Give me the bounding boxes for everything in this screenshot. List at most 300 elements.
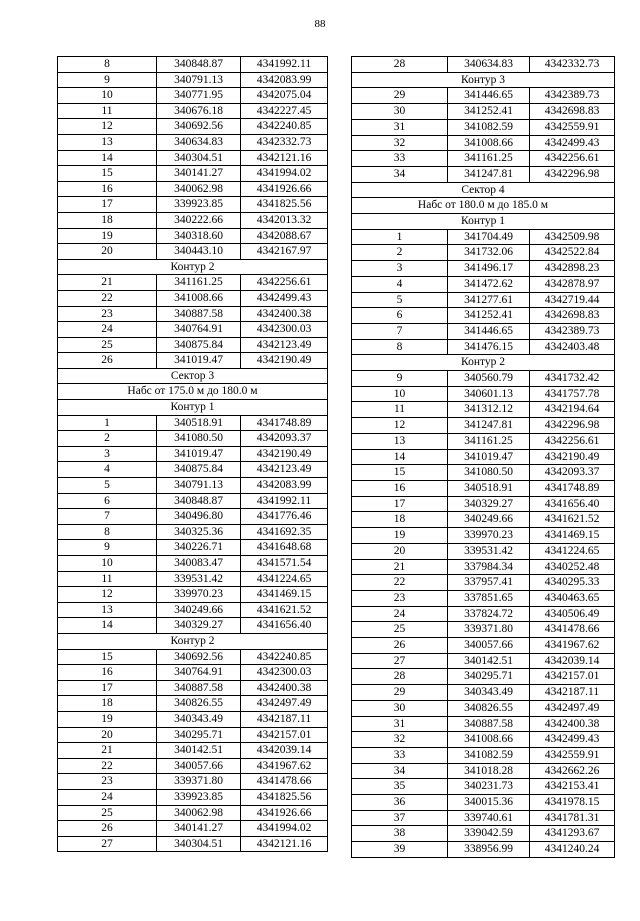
x-coordinate-cell: 337957.41: [448, 575, 530, 591]
y-coordinate-cell: 4342190.49: [241, 446, 328, 462]
table-row: [352, 339, 615, 355]
y-coordinate-cell: 4342227.45: [241, 103, 328, 119]
y-coordinate-cell: 4342153.41: [530, 779, 615, 795]
table-row: [58, 275, 328, 291]
table-row: [352, 261, 615, 277]
x-coordinate-cell: 340329.27: [448, 496, 530, 512]
table-row: [58, 119, 328, 135]
section-header: Контур 2: [58, 259, 328, 275]
x-coordinate-cell: 339970.23: [157, 587, 241, 603]
table-row: [352, 826, 615, 842]
x-coordinate-cell: 340231.73: [448, 779, 530, 795]
x-coordinate-cell: 340634.83: [157, 134, 241, 150]
point-number-cell: 29: [352, 88, 448, 104]
section-header-row: [352, 72, 615, 88]
table-row: [58, 789, 328, 805]
section-header-row: [58, 400, 328, 416]
table-row: [352, 418, 615, 434]
y-coordinate-cell: 4342194.64: [530, 402, 615, 418]
point-number-cell: 24: [352, 606, 448, 622]
point-number-cell: 6: [352, 308, 448, 324]
x-coordinate-cell: 340295.71: [157, 727, 241, 743]
y-coordinate-cell: 4341571.54: [241, 556, 328, 572]
x-coordinate-cell: 340634.83: [448, 57, 530, 73]
y-coordinate-cell: 4341992.11: [241, 493, 328, 509]
point-number-cell: 11: [58, 571, 157, 587]
x-coordinate-cell: 340826.55: [448, 700, 530, 716]
x-coordinate-cell: 341252.41: [448, 104, 530, 120]
x-coordinate-cell: 341080.50: [157, 431, 241, 447]
table-row: [352, 700, 615, 716]
table-row: [352, 229, 615, 245]
point-number-cell: 1: [58, 415, 157, 431]
x-coordinate-cell: 340343.49: [448, 685, 530, 701]
point-number-cell: 16: [352, 480, 448, 496]
point-number-cell: 23: [58, 774, 157, 790]
y-coordinate-cell: 4342093.37: [241, 431, 328, 447]
table-row: [352, 747, 615, 763]
table-row: [58, 88, 328, 104]
point-number-cell: 20: [58, 727, 157, 743]
point-number-cell: 24: [58, 789, 157, 805]
x-coordinate-cell: 341277.61: [448, 292, 530, 308]
y-coordinate-cell: 4341469.15: [530, 528, 615, 544]
y-coordinate-cell: 4342123.49: [241, 462, 328, 478]
x-coordinate-cell: 341082.59: [448, 119, 530, 135]
point-number-cell: 19: [58, 711, 157, 727]
coordinates-table-left: [57, 56, 328, 852]
table-row: [58, 821, 328, 837]
table-row: [352, 449, 615, 465]
table-row: [58, 587, 328, 603]
point-number-cell: 5: [352, 292, 448, 308]
x-coordinate-cell: 341008.66: [448, 732, 530, 748]
x-coordinate-cell: 337984.34: [448, 559, 530, 575]
table-row: [352, 543, 615, 559]
y-coordinate-cell: 4342559.91: [530, 747, 615, 763]
point-number-cell: 8: [352, 339, 448, 355]
y-coordinate-cell: 4342400.38: [241, 680, 328, 696]
point-number-cell: 12: [352, 418, 448, 434]
y-coordinate-cell: 4341748.89: [530, 480, 615, 496]
x-coordinate-cell: 340791.13: [157, 478, 241, 494]
x-coordinate-cell: 341446.65: [448, 323, 530, 339]
x-coordinate-cell: 339371.80: [448, 622, 530, 638]
point-number-cell: 32: [352, 135, 448, 151]
point-number-cell: 21: [352, 559, 448, 575]
point-number-cell: 26: [58, 353, 157, 369]
point-number-cell: 13: [58, 134, 157, 150]
y-coordinate-cell: 4341648.68: [241, 540, 328, 556]
y-coordinate-cell: 4342499.43: [241, 290, 328, 306]
section-header-row: [58, 368, 328, 384]
y-coordinate-cell: 4340463.65: [530, 590, 615, 606]
point-number-cell: 9: [58, 540, 157, 556]
x-coordinate-cell: 340518.91: [448, 480, 530, 496]
x-coordinate-cell: 340676.18: [157, 103, 241, 119]
y-coordinate-cell: 4341757.78: [530, 386, 615, 402]
table-row: [352, 669, 615, 685]
y-coordinate-cell: 4342509.98: [530, 229, 615, 245]
section-header: Контур 1: [58, 400, 328, 416]
point-number-cell: 17: [58, 197, 157, 213]
point-number-cell: 3: [352, 261, 448, 277]
y-coordinate-cell: 4342497.49: [530, 700, 615, 716]
x-coordinate-cell: 340692.56: [157, 649, 241, 665]
point-number-cell: 14: [352, 449, 448, 465]
x-coordinate-cell: 340875.84: [157, 337, 241, 353]
point-number-cell: 7: [58, 509, 157, 525]
table-row: [58, 727, 328, 743]
point-number-cell: 32: [352, 732, 448, 748]
x-coordinate-cell: 340848.87: [157, 493, 241, 509]
y-coordinate-cell: 4342332.73: [241, 134, 328, 150]
y-coordinate-cell: 4342719.44: [530, 292, 615, 308]
x-coordinate-cell: 340226.71: [157, 540, 241, 556]
table-row: [58, 836, 328, 852]
x-coordinate-cell: 341080.50: [448, 465, 530, 481]
point-number-cell: 21: [58, 275, 157, 291]
table-row: [58, 774, 328, 790]
x-coordinate-cell: 339923.85: [157, 197, 241, 213]
point-number-cell: 12: [58, 587, 157, 603]
y-coordinate-cell: 4342296.98: [530, 418, 615, 434]
x-coordinate-cell: 341476.15: [448, 339, 530, 355]
x-coordinate-cell: 341252.41: [448, 308, 530, 324]
x-coordinate-cell: 340222.66: [157, 212, 241, 228]
point-number-cell: 22: [58, 758, 157, 774]
table-row: [352, 496, 615, 512]
table-row: [352, 88, 615, 104]
table-row: [352, 590, 615, 606]
y-coordinate-cell: 4342400.38: [241, 306, 328, 322]
table-row: [352, 842, 615, 858]
section-header: Набс от 180.0 м до 185.0 м: [352, 198, 615, 214]
x-coordinate-cell: 341446.65: [448, 88, 530, 104]
point-number-cell: 6: [58, 493, 157, 509]
table-row: [352, 57, 615, 73]
y-coordinate-cell: 4342240.85: [241, 649, 328, 665]
table-row: [58, 571, 328, 587]
y-coordinate-cell: 4342400.38: [530, 716, 615, 732]
table-row: [352, 292, 615, 308]
section-header-row: [352, 182, 615, 198]
x-coordinate-cell: 341018.28: [448, 763, 530, 779]
table-row: [58, 322, 328, 338]
x-coordinate-cell: 340083.47: [157, 556, 241, 572]
y-coordinate-cell: 4341967.62: [530, 638, 615, 654]
y-coordinate-cell: 4341293.67: [530, 826, 615, 842]
table-row: [352, 795, 615, 811]
y-coordinate-cell: 4342499.43: [530, 135, 615, 151]
point-number-cell: 39: [352, 842, 448, 858]
y-coordinate-cell: 4341781.31: [530, 810, 615, 826]
point-number-cell: 25: [352, 622, 448, 638]
x-coordinate-cell: 340141.27: [157, 166, 241, 182]
table-row: [352, 119, 615, 135]
y-coordinate-cell: 4342256.61: [241, 275, 328, 291]
y-coordinate-cell: 4341240.24: [530, 842, 615, 858]
y-coordinate-cell: 4342559.91: [530, 119, 615, 135]
point-number-cell: 4: [352, 276, 448, 292]
x-coordinate-cell: 340295.71: [448, 669, 530, 685]
table-row: [58, 602, 328, 618]
x-coordinate-cell: 340791.13: [157, 72, 241, 88]
table-row: [58, 72, 328, 88]
x-coordinate-cell: 341704.49: [448, 229, 530, 245]
y-coordinate-cell: 4341994.02: [241, 821, 328, 837]
table-row: [58, 478, 328, 494]
section-header: Контур 2: [352, 355, 615, 371]
table-row: [58, 711, 328, 727]
x-coordinate-cell: 341019.47: [157, 353, 241, 369]
table-row: [58, 244, 328, 260]
y-coordinate-cell: 4342497.49: [241, 696, 328, 712]
x-coordinate-cell: 340141.27: [157, 821, 241, 837]
section-header: Контур 2: [58, 633, 328, 649]
table-row: [58, 649, 328, 665]
table-row: [352, 151, 615, 167]
point-number-cell: 14: [58, 618, 157, 634]
x-coordinate-cell: 340771.95: [157, 88, 241, 104]
table-row: [58, 212, 328, 228]
x-coordinate-cell: 340560.79: [448, 371, 530, 387]
point-number-cell: 21: [58, 743, 157, 759]
y-coordinate-cell: 4341825.56: [241, 789, 328, 805]
point-number-cell: 2: [352, 245, 448, 261]
point-number-cell: 10: [58, 88, 157, 104]
x-coordinate-cell: 340325.36: [157, 524, 241, 540]
point-number-cell: 15: [352, 465, 448, 481]
table-row: [352, 386, 615, 402]
table-row: [58, 337, 328, 353]
y-coordinate-cell: 4342157.01: [530, 669, 615, 685]
table-row: [58, 306, 328, 322]
y-coordinate-cell: 4341621.52: [241, 602, 328, 618]
table-row: [58, 680, 328, 696]
x-coordinate-cell: 341161.25: [157, 275, 241, 291]
table-row: [352, 308, 615, 324]
point-number-cell: 17: [58, 680, 157, 696]
x-coordinate-cell: 341019.47: [448, 449, 530, 465]
x-coordinate-cell: 339923.85: [157, 789, 241, 805]
table-row: [58, 758, 328, 774]
point-number-cell: 30: [352, 104, 448, 120]
y-coordinate-cell: 4342187.11: [241, 711, 328, 727]
point-number-cell: 16: [58, 665, 157, 681]
point-number-cell: 24: [58, 322, 157, 338]
y-coordinate-cell: 4342039.14: [241, 743, 328, 759]
table-row: [58, 805, 328, 821]
x-coordinate-cell: 341247.81: [448, 418, 530, 434]
point-number-cell: 31: [352, 119, 448, 135]
table-row: [58, 509, 328, 525]
y-coordinate-cell: 4341978.15: [530, 795, 615, 811]
table-row: [352, 166, 615, 182]
x-coordinate-cell: 339371.80: [157, 774, 241, 790]
table-row: [58, 150, 328, 166]
y-coordinate-cell: 4340295.33: [530, 575, 615, 591]
section-header-row: [352, 214, 615, 230]
x-coordinate-cell: 339531.42: [448, 543, 530, 559]
y-coordinate-cell: 4341776.46: [241, 509, 328, 525]
point-number-cell: 35: [352, 779, 448, 795]
y-coordinate-cell: 4341825.56: [241, 197, 328, 213]
y-coordinate-cell: 4342121.16: [241, 836, 328, 852]
y-coordinate-cell: 4341224.65: [241, 571, 328, 587]
point-number-cell: 11: [352, 402, 448, 418]
point-number-cell: 13: [352, 433, 448, 449]
table-row: [352, 433, 615, 449]
x-coordinate-cell: 341008.66: [448, 135, 530, 151]
x-coordinate-cell: 340142.51: [448, 653, 530, 669]
y-coordinate-cell: 4342190.49: [241, 353, 328, 369]
section-header-row: [58, 384, 328, 400]
x-coordinate-cell: 340443.10: [157, 244, 241, 260]
y-coordinate-cell: 4342075.04: [241, 88, 328, 104]
y-coordinate-cell: 4342013.32: [241, 212, 328, 228]
section-header: Сектор 3: [58, 368, 328, 384]
point-number-cell: 9: [58, 72, 157, 88]
point-number-cell: 8: [58, 524, 157, 540]
y-coordinate-cell: 4342403.48: [530, 339, 615, 355]
table-row: [58, 540, 328, 556]
section-header: Контур 1: [352, 214, 615, 230]
x-coordinate-cell: 340062.98: [157, 181, 241, 197]
table-row: [58, 696, 328, 712]
table-row: [352, 606, 615, 622]
point-number-cell: 20: [58, 244, 157, 260]
y-coordinate-cell: 4342522.84: [530, 245, 615, 261]
table-row: [352, 465, 615, 481]
x-coordinate-cell: 340887.58: [157, 306, 241, 322]
x-coordinate-cell: 340142.51: [157, 743, 241, 759]
y-coordinate-cell: 4341992.11: [241, 57, 328, 73]
table-row: [352, 779, 615, 795]
x-coordinate-cell: 341472.62: [448, 276, 530, 292]
table-row: [352, 104, 615, 120]
x-coordinate-cell: 340057.66: [448, 638, 530, 654]
point-number-cell: 26: [352, 638, 448, 654]
point-number-cell: 16: [58, 181, 157, 197]
table-row: [58, 524, 328, 540]
x-coordinate-cell: 337824.72: [448, 606, 530, 622]
y-coordinate-cell: 4342083.99: [241, 72, 328, 88]
y-coordinate-cell: 4342662.26: [530, 763, 615, 779]
x-coordinate-cell: 340318.60: [157, 228, 241, 244]
point-number-cell: 22: [58, 290, 157, 306]
point-number-cell: 34: [352, 763, 448, 779]
x-coordinate-cell: 340887.58: [157, 680, 241, 696]
section-header: Контур 3: [352, 72, 615, 88]
x-coordinate-cell: 341008.66: [157, 290, 241, 306]
point-number-cell: 27: [58, 836, 157, 852]
point-number-cell: 36: [352, 795, 448, 811]
point-number-cell: 2: [58, 431, 157, 447]
table-row: [58, 197, 328, 213]
x-coordinate-cell: 340015.36: [448, 795, 530, 811]
point-number-cell: 23: [58, 306, 157, 322]
table-row: [58, 493, 328, 509]
table-row: [352, 528, 615, 544]
point-number-cell: 33: [352, 151, 448, 167]
point-number-cell: 13: [58, 602, 157, 618]
point-number-cell: 19: [352, 528, 448, 544]
x-coordinate-cell: 341732.06: [448, 245, 530, 261]
table-row: [352, 716, 615, 732]
table-row: [58, 743, 328, 759]
x-coordinate-cell: 341161.25: [448, 433, 530, 449]
y-coordinate-cell: 4342256.61: [530, 433, 615, 449]
x-coordinate-cell: 340249.66: [448, 512, 530, 528]
table-row: [352, 622, 615, 638]
table-row: [58, 415, 328, 431]
table-row: [58, 462, 328, 478]
y-coordinate-cell: 4342698.83: [530, 308, 615, 324]
y-coordinate-cell: 4342121.16: [241, 150, 328, 166]
table-row: [58, 353, 328, 369]
y-coordinate-cell: 4342190.49: [530, 449, 615, 465]
point-number-cell: 9: [352, 371, 448, 387]
point-number-cell: 18: [352, 512, 448, 528]
table-row: [58, 103, 328, 119]
x-coordinate-cell: 341161.25: [448, 151, 530, 167]
y-coordinate-cell: 4342698.83: [530, 104, 615, 120]
point-number-cell: 23: [352, 590, 448, 606]
y-coordinate-cell: 4342296.98: [530, 166, 615, 182]
point-number-cell: 34: [352, 166, 448, 182]
table-row: [58, 290, 328, 306]
point-number-cell: 29: [352, 685, 448, 701]
y-coordinate-cell: 4341926.66: [241, 805, 328, 821]
point-number-cell: 7: [352, 323, 448, 339]
point-number-cell: 20: [352, 543, 448, 559]
table-row: [352, 732, 615, 748]
point-number-cell: 27: [352, 653, 448, 669]
y-coordinate-cell: 4341692.35: [241, 524, 328, 540]
point-number-cell: 17: [352, 496, 448, 512]
y-coordinate-cell: 4342187.11: [530, 685, 615, 701]
point-number-cell: 10: [58, 556, 157, 572]
table-row: [352, 653, 615, 669]
section-header-row: [58, 633, 328, 649]
point-number-cell: 25: [58, 337, 157, 353]
y-coordinate-cell: 4342300.03: [241, 665, 328, 681]
table-row: [58, 618, 328, 634]
y-coordinate-cell: 4342389.73: [530, 88, 615, 104]
x-coordinate-cell: 339970.23: [448, 528, 530, 544]
point-number-cell: 3: [58, 446, 157, 462]
y-coordinate-cell: 4342123.49: [241, 337, 328, 353]
y-coordinate-cell: 4342039.14: [530, 653, 615, 669]
coordinates-table-right: [351, 56, 615, 858]
point-number-cell: 19: [58, 228, 157, 244]
y-coordinate-cell: 4341967.62: [241, 758, 328, 774]
x-coordinate-cell: 340304.51: [157, 150, 241, 166]
point-number-cell: 14: [58, 150, 157, 166]
y-coordinate-cell: 4341656.40: [241, 618, 328, 634]
y-coordinate-cell: 4341478.66: [530, 622, 615, 638]
point-number-cell: 15: [58, 166, 157, 182]
table-row: [58, 556, 328, 572]
table-row: [352, 323, 615, 339]
y-coordinate-cell: 4342300.03: [241, 322, 328, 338]
y-coordinate-cell: 4341469.15: [241, 587, 328, 603]
point-number-cell: 12: [58, 119, 157, 135]
section-header-row: [58, 259, 328, 275]
point-number-cell: 11: [58, 103, 157, 119]
point-number-cell: 30: [352, 700, 448, 716]
